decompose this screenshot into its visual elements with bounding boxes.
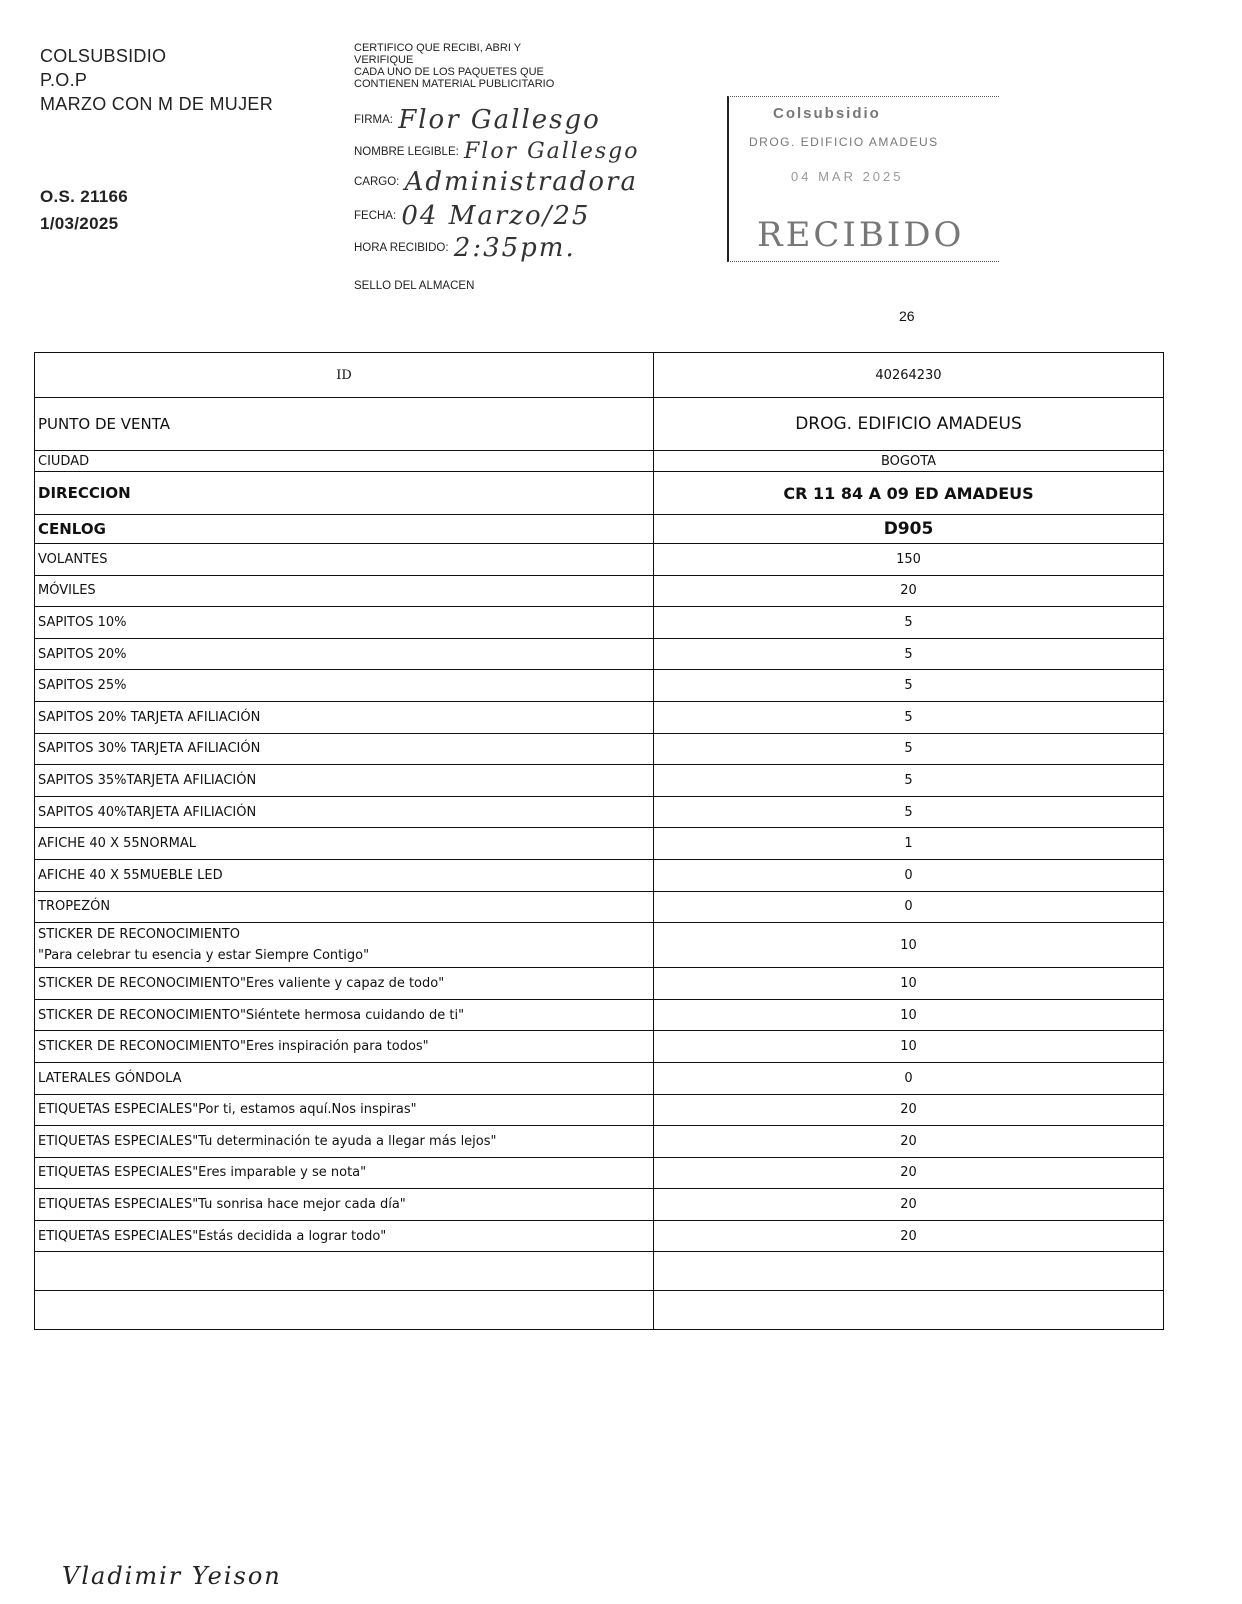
bottom-signature: Vladimir Yeison <box>62 1562 282 1590</box>
cargo-label: CARGO: <box>354 176 400 189</box>
item-label <box>35 765 654 797</box>
table-row <box>35 575 1164 607</box>
item-label-text: LATERALES GÓNDOLA <box>38 1070 182 1086</box>
table-row-empty <box>35 1291 1164 1330</box>
item-label <box>35 828 654 860</box>
received-stamp <box>727 96 999 262</box>
order-number: O.S. 21166 <box>40 187 129 206</box>
item-label <box>35 638 654 670</box>
hora-label: HORA RECIBIDO: <box>354 242 449 255</box>
item-label-text: SAPITOS 20% TARJETA AFILIACIÓN <box>38 709 261 725</box>
item-quantity: 5 <box>654 765 1164 797</box>
item-label-text: VOLANTES <box>38 551 108 567</box>
item-quantity: 5 <box>654 638 1164 670</box>
item-label <box>35 891 654 923</box>
campaign-name: MARZO CON M DE MUJER <box>40 94 273 114</box>
stamp-received: RECIBIDO <box>757 215 965 255</box>
cargo-value: Administradora <box>404 167 638 197</box>
item-label <box>35 923 654 968</box>
item-quantity: 5 <box>654 607 1164 639</box>
item-label <box>35 1189 654 1221</box>
item-label <box>35 1126 654 1158</box>
item-quantity: 10 <box>654 968 1164 1000</box>
item-quantity: 10 <box>654 923 1164 968</box>
item-quantity: 5 <box>654 701 1164 733</box>
item-label <box>35 544 654 576</box>
item-label-text: SAPITOS 30% TARJETA AFILIACIÓN <box>38 741 261 757</box>
item-label-text: STICKER DE RECONOCIMIENTO"Eres inspiración para todos" <box>38 1039 429 1055</box>
table-row-id <box>35 353 1164 398</box>
item-label-text: ETIQUETAS ESPECIALES"Estás decidida a lograr todo" <box>38 1228 387 1244</box>
company-name: COLSUBSIDIO <box>40 46 167 66</box>
table-row <box>35 999 1164 1031</box>
header-block <box>40 44 273 233</box>
firma-signature: Flor Gallesgo <box>398 105 601 135</box>
item-label <box>35 1031 654 1063</box>
table-row-punto-venta <box>35 398 1164 451</box>
item-label-text: ETIQUETAS ESPECIALES"Eres imparable y se nota" <box>38 1165 367 1181</box>
item-quantity: 5 <box>654 670 1164 702</box>
item-quantity: 0 <box>654 859 1164 891</box>
table-row <box>35 607 1164 639</box>
cargo-field <box>354 167 638 197</box>
item-label <box>35 859 654 891</box>
table-row <box>35 1126 1164 1158</box>
item-label-text: TROPEZÓN <box>38 899 111 915</box>
table-row <box>35 968 1164 1000</box>
item-label-text: STICKER DE RECONOCIMIENTO"Eres valiente y capaz de todo" <box>38 975 445 991</box>
stamp-store: DROG. EDIFICIO AMADEUS <box>749 135 939 149</box>
item-label-text: AFICHE 40 X 55MUEBLE LED <box>38 867 223 883</box>
cenlog-value: D905 <box>654 515 1164 544</box>
item-quantity: 20 <box>654 1189 1164 1221</box>
item-quantity: 10 <box>654 999 1164 1031</box>
firma-field <box>354 105 601 135</box>
pop-delivery-table <box>34 352 1164 1330</box>
direccion-value: CR 11 84 A 09 ED AMADEUS <box>654 472 1164 515</box>
item-quantity: 5 <box>654 796 1164 828</box>
document-type: P.O.P <box>40 70 88 90</box>
certification-block <box>354 42 674 292</box>
item-label <box>35 796 654 828</box>
item-label <box>35 575 654 607</box>
cert-line: CADA UNO DE LOS PAQUETES QUE <box>354 66 544 78</box>
item-label-text: SAPITOS 35%TARJETA AFILIACIÓN <box>38 772 257 788</box>
item-quantity: 10 <box>654 1031 1164 1063</box>
table-row <box>35 1031 1164 1063</box>
table-row-ciudad <box>35 451 1164 472</box>
table-row <box>35 796 1164 828</box>
item-label-text: ETIQUETAS ESPECIALES"Tu determinación te ayuda a llegar más lejos" <box>38 1133 497 1149</box>
item-label-text: SAPITOS 40%TARJETA AFILIACIÓN <box>38 804 257 820</box>
item-label <box>35 1062 654 1094</box>
ciudad-value: BOGOTA <box>654 451 1164 472</box>
item-quantity: 1 <box>654 828 1164 860</box>
item-label-text: SAPITOS 10% <box>38 614 127 630</box>
stamp-date: 04 MAR 2025 <box>791 169 904 184</box>
page-number: 26 <box>899 308 915 324</box>
item-label <box>35 1220 654 1252</box>
item-label-text: AFICHE 40 X 55NORMAL <box>38 836 196 852</box>
direccion-label: DIRECCION <box>35 472 654 515</box>
item-label-text: MÓVILES <box>38 583 96 599</box>
punto-venta-value: DROG. EDIFICIO AMADEUS <box>654 398 1164 451</box>
ciudad-label: CIUDAD <box>35 451 654 472</box>
item-quantity: 5 <box>654 733 1164 765</box>
cenlog-label: CENLOG <box>35 515 654 544</box>
item-quantity: 0 <box>654 1062 1164 1094</box>
firma-label: FIRMA: <box>354 114 393 127</box>
table-row <box>35 891 1164 923</box>
table-row <box>35 1189 1164 1221</box>
id-value: 40264230 <box>654 353 1164 398</box>
item-quantity: 150 <box>654 544 1164 576</box>
table-row <box>35 828 1164 860</box>
item-label-subtext: "Para celebrar tu esencia y estar Siempre Contigo" <box>38 948 370 964</box>
item-label-text: SAPITOS 20% <box>38 646 127 662</box>
item-label-text: STICKER DE RECONOCIMIENTO"Siéntete hermosa cuidando de ti" <box>38 1007 465 1023</box>
table-row <box>35 859 1164 891</box>
item-label <box>35 1157 654 1189</box>
nombre-value: Flor Gallesgo <box>464 139 640 164</box>
item-quantity: 20 <box>654 1094 1164 1126</box>
cert-line: CONTIENEN MATERIAL PUBLICITARIO <box>354 78 555 90</box>
stamp-brand: Colsubsidio <box>773 105 881 122</box>
nombre-field <box>354 139 640 164</box>
table-row-empty <box>35 1252 1164 1291</box>
item-label <box>35 1094 654 1126</box>
table-row <box>35 765 1164 797</box>
item-quantity: 20 <box>654 575 1164 607</box>
punto-venta-label: PUNTO DE VENTA <box>35 398 654 451</box>
item-quantity: 0 <box>654 891 1164 923</box>
empty-quantity-cell <box>654 1252 1164 1291</box>
table-row <box>35 1062 1164 1094</box>
empty-quantity-cell <box>654 1291 1164 1330</box>
item-quantity: 20 <box>654 1157 1164 1189</box>
id-label: ID <box>35 353 654 398</box>
table-row-direccion <box>35 472 1164 515</box>
item-label <box>35 999 654 1031</box>
item-label-text: ETIQUETAS ESPECIALES"Por ti, estamos aquí.Nos inspiras" <box>38 1102 417 1118</box>
table-row <box>35 544 1164 576</box>
table-row <box>35 923 1164 968</box>
table-row <box>35 1157 1164 1189</box>
item-label-text: ETIQUETAS ESPECIALES"Tu sonrisa hace mejor cada día" <box>38 1197 406 1213</box>
table-row <box>35 701 1164 733</box>
empty-label-cell <box>35 1252 654 1291</box>
table-row <box>35 733 1164 765</box>
table-row-cenlog <box>35 515 1164 544</box>
table-row <box>35 1094 1164 1126</box>
item-label <box>35 701 654 733</box>
table-row <box>35 638 1164 670</box>
document-date: 1/03/2025 <box>40 214 119 233</box>
empty-label-cell <box>35 1291 654 1330</box>
sello-label: SELLO DEL ALMACEN <box>354 280 475 292</box>
item-label-text: SAPITOS 25% <box>38 678 127 694</box>
nombre-label: NOMBRE LEGIBLE: <box>354 146 459 159</box>
hora-value: 2:35pm. <box>453 233 576 263</box>
cert-line: CERTIFICO QUE RECIBI, ABRI Y <box>354 42 522 54</box>
item-label <box>35 607 654 639</box>
fecha-field <box>354 201 591 231</box>
item-label <box>35 968 654 1000</box>
item-quantity: 20 <box>654 1126 1164 1158</box>
table-row <box>35 1220 1164 1252</box>
cert-line: VERIFIQUE <box>354 54 414 66</box>
item-label-text: STICKER DE RECONOCIMIENTO <box>38 927 240 943</box>
item-quantity: 20 <box>654 1220 1164 1252</box>
fecha-value: 04 Marzo/25 <box>401 201 591 231</box>
hora-field <box>354 233 576 263</box>
item-label <box>35 670 654 702</box>
item-label <box>35 733 654 765</box>
table-row <box>35 670 1164 702</box>
fecha-label: FECHA: <box>354 210 397 223</box>
